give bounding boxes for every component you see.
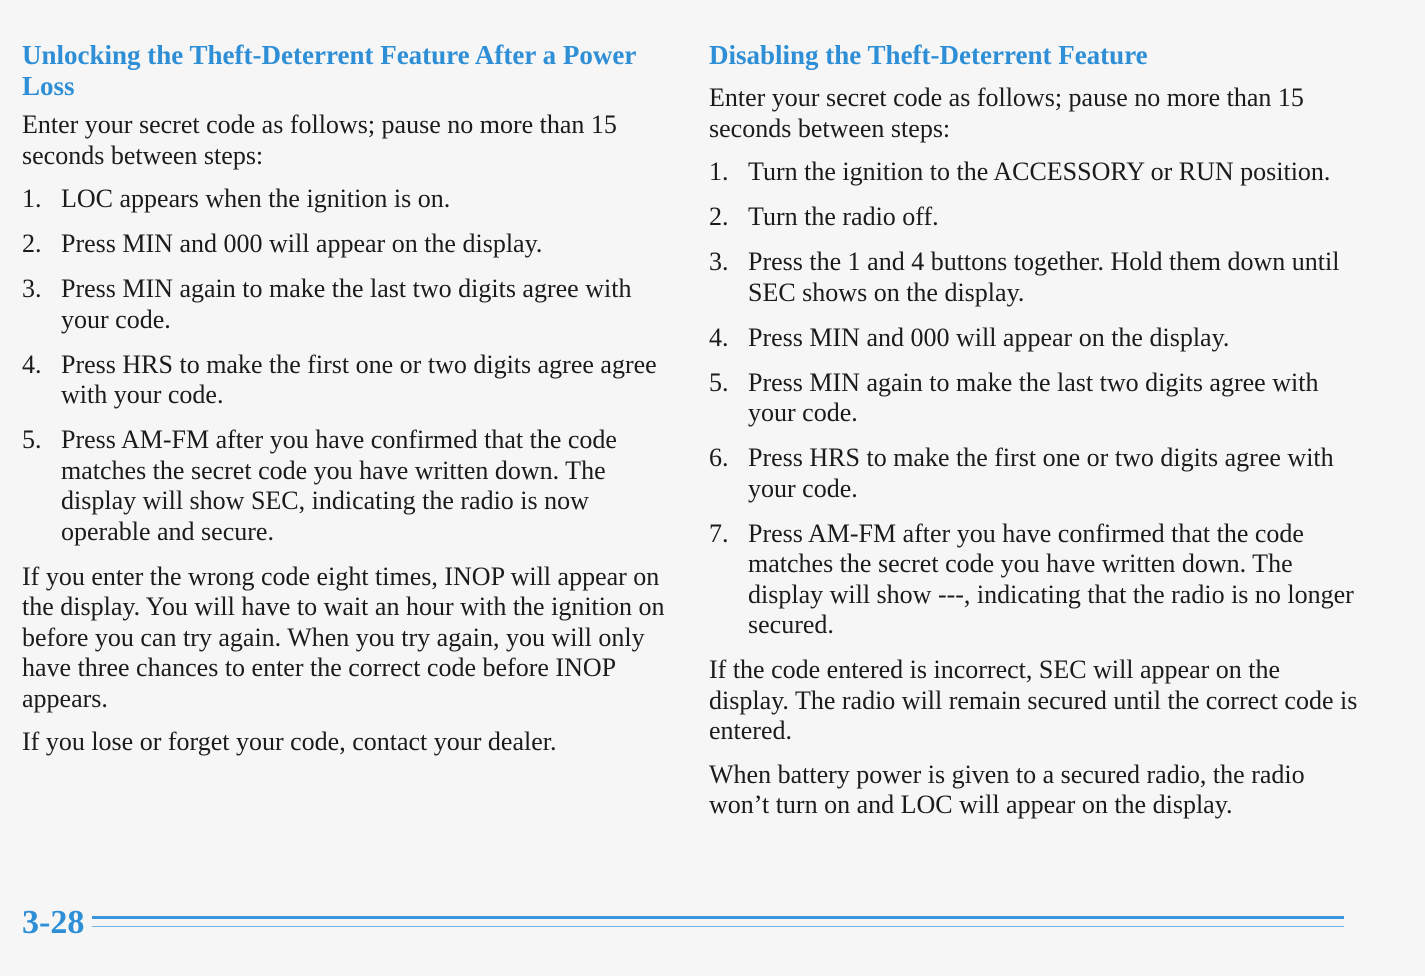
section-heading-disabling: Disabling the Theft-Deterrent Feature bbox=[709, 40, 1148, 70]
steps-list bbox=[709, 157, 1359, 641]
footer-rule bbox=[92, 916, 1344, 919]
wrong-code-paragraph: If you enter the wrong code eight times, INOP will appear on the display. You will have to wait an hour with the ignition on before you can try again. When you try again, you will only have three chances to enter the correct code before INOP appears. bbox=[22, 561, 665, 713]
incorrect-code-paragraph: If the code entered is incorrect, SEC will appear on the display. The radio will remain secured until the correct code is entered. bbox=[709, 655, 1358, 745]
list-item bbox=[22, 350, 672, 411]
step-number: 7. bbox=[709, 518, 729, 548]
step-number: 1. bbox=[22, 184, 42, 213]
step-text: Press HRS to make the first one or two digits agree with your code. bbox=[748, 443, 1334, 503]
list-item bbox=[709, 368, 1359, 429]
section-heading-unlocking: Unlocking the Theft-Deterrent Feature After a Power Loss bbox=[22, 40, 636, 101]
left-column bbox=[22, 40, 672, 771]
step-text: Press MIN again to make the last two digits agree with your code. bbox=[61, 274, 632, 334]
list-item bbox=[709, 202, 1359, 233]
steps-list bbox=[22, 184, 672, 547]
step-number: 4. bbox=[22, 349, 42, 379]
step-number: 6. bbox=[709, 443, 729, 472]
step-number: 5. bbox=[709, 367, 729, 397]
battery-power-paragraph: When battery power is given to a secured radio, the radio won’t turn on and LOC will appear on the display. bbox=[709, 759, 1305, 819]
step-number: 3. bbox=[709, 247, 729, 276]
lost-code-paragraph: If you lose or forget your code, contact your dealer. bbox=[22, 727, 557, 756]
list-item bbox=[22, 184, 672, 215]
list-item bbox=[22, 425, 672, 547]
step-text: Press the 1 and 4 buttons together. Hold them down until SEC shows on the display. bbox=[748, 247, 1340, 307]
intro-text: Enter your secret code as follows; pause no more than 15 seconds between steps: bbox=[709, 83, 1304, 143]
step-text: Turn the radio off. bbox=[748, 202, 939, 231]
step-number: 2. bbox=[22, 229, 42, 258]
step-number: 5. bbox=[22, 425, 42, 454]
intro-text: Enter your secret code as follows; pause no more than 15 seconds between steps: bbox=[22, 110, 617, 170]
step-text: LOC appears when the ignition is on. bbox=[61, 184, 451, 213]
list-item bbox=[709, 157, 1359, 188]
page-footer bbox=[22, 900, 1344, 946]
right-column bbox=[709, 40, 1359, 834]
step-text: Press AM-FM after you have confirmed that the code matches the secret code you have written down. The display will show ---, indicating that the radio is no longer secured. bbox=[748, 518, 1354, 639]
list-item bbox=[22, 229, 672, 260]
list-item bbox=[709, 323, 1359, 354]
page-number: 3-28 bbox=[22, 904, 85, 941]
list-item bbox=[709, 519, 1359, 641]
step-text: Press MIN again to make the last two digits agree with your code. bbox=[748, 367, 1319, 427]
list-item bbox=[22, 274, 672, 335]
step-number: 1. bbox=[709, 157, 729, 186]
list-item bbox=[709, 247, 1359, 308]
step-text: Press HRS to make the first one or two digits agree agree with your code. bbox=[61, 349, 657, 409]
step-text: Press MIN and 000 will appear on the display. bbox=[748, 322, 1230, 352]
footer-rule-thin bbox=[92, 926, 1344, 927]
step-text: Turn the ignition to the ACCESSORY or RUN position. bbox=[748, 157, 1331, 186]
step-text: Press MIN and 000 will appear on the display. bbox=[61, 229, 543, 258]
step-number: 3. bbox=[22, 274, 42, 303]
list-item bbox=[709, 443, 1359, 504]
step-number: 2. bbox=[709, 202, 729, 231]
step-text: Press AM-FM after you have confirmed that the code matches the secret code you have written down. The display will show SEC, indicating the radio is now operable and secure. bbox=[61, 425, 617, 546]
step-number: 4. bbox=[709, 322, 729, 352]
